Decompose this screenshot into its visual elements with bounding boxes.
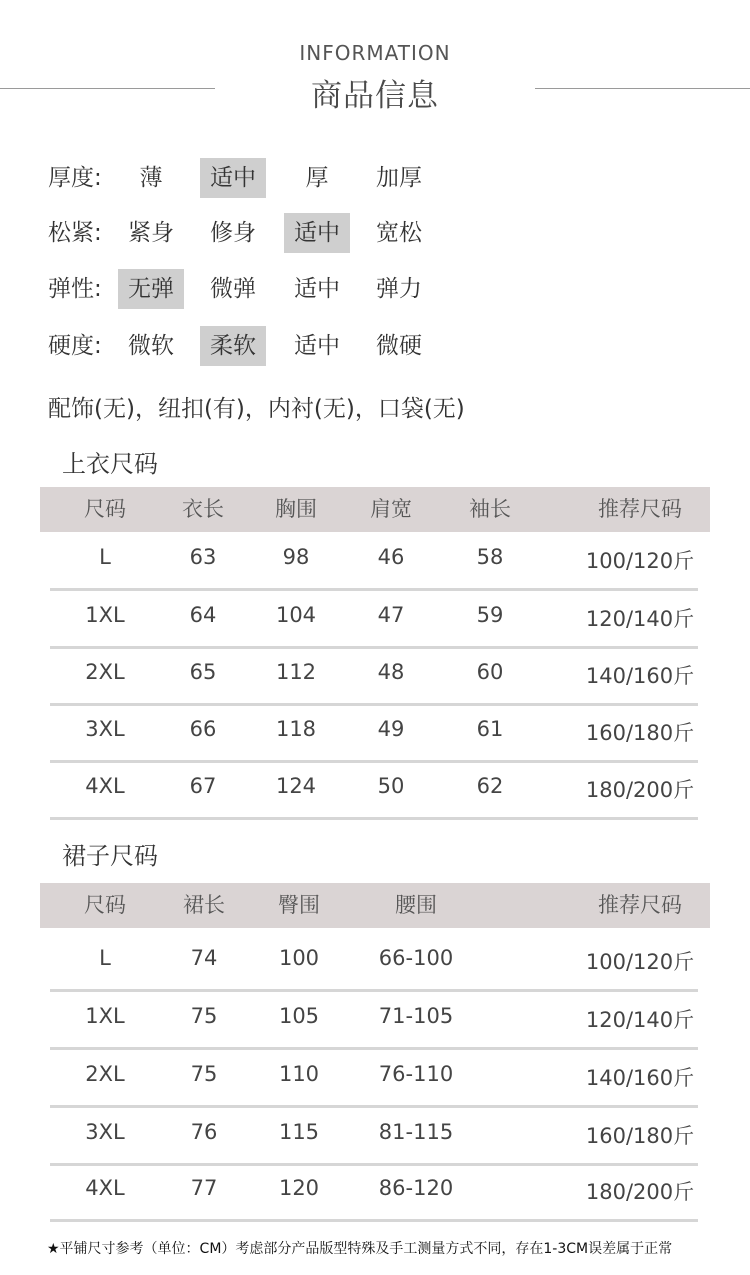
attribute-row (0, 269, 750, 309)
table-header-cell: 尺码 (84, 893, 126, 917)
row-divider (50, 1047, 698, 1050)
table-cell: 49 (377, 717, 405, 741)
row-divider (50, 646, 698, 649)
table-cell: 105 (278, 1004, 320, 1028)
table-cell: 76 (190, 1120, 218, 1144)
attribute-option: 微弹 (210, 276, 256, 302)
attribute-option: 修身 (210, 220, 256, 246)
header-title-cn: 商品信息 (311, 78, 439, 114)
table-cell: 77 (190, 1176, 218, 1200)
table-cell: 140/160斤 (585, 1066, 695, 1090)
table-cell: 2XL (85, 660, 125, 684)
attribute-option: 适中 (294, 276, 340, 302)
attribute-label: 松紧: (48, 220, 102, 246)
table-cell: 46 (377, 545, 405, 569)
attribute-option: 加厚 (376, 165, 422, 191)
table-header (40, 487, 710, 532)
table-header (40, 883, 710, 928)
table-cell: 76-110 (378, 1062, 454, 1086)
table-cell: 1XL (85, 603, 125, 627)
skirt-size-title: 裙子尺码 (62, 842, 158, 870)
table-cell: 86-120 (378, 1176, 454, 1200)
table-cell: 118 (275, 717, 317, 741)
attribute-label: 弹性: (48, 276, 102, 302)
table-cell: 81-115 (378, 1120, 454, 1144)
table-cell: 100/120斤 (585, 950, 695, 974)
table-cell: 58 (476, 545, 504, 569)
table-cell: 104 (275, 603, 317, 627)
attribute-option: 弹力 (376, 276, 422, 302)
table-header-cell: 尺码 (84, 497, 126, 521)
row-divider (50, 1163, 698, 1166)
table-cell: 47 (377, 603, 405, 627)
table-cell: 4XL (85, 774, 125, 798)
table-cell: 65 (189, 660, 217, 684)
attribute-label: 厚度: (48, 165, 102, 191)
table-cell: 62 (476, 774, 504, 798)
attribute-row (0, 326, 750, 366)
attribute-option: 薄 (139, 165, 163, 191)
table-cell: 75 (190, 1004, 218, 1028)
top-size-title: 上衣尺码 (62, 450, 158, 478)
attribute-option: 微软 (128, 333, 174, 359)
table-cell: 71-105 (378, 1004, 454, 1028)
table-cell: 3XL (85, 717, 125, 741)
attribute-option-selected: 适中 (284, 213, 350, 253)
table-cell: 75 (190, 1062, 218, 1086)
table-header-cell: 胸围 (275, 497, 317, 521)
table-header-cell: 推荐尺码 (598, 893, 682, 917)
attribute-label: 硬度: (48, 333, 102, 359)
table-cell: 160/180斤 (585, 721, 695, 745)
table-cell: 124 (275, 774, 317, 798)
table-cell: 180/200斤 (585, 778, 695, 802)
attribute-option-selected: 无弹 (118, 269, 184, 309)
table-cell: 4XL (85, 1176, 125, 1200)
table-header-cell: 推荐尺码 (598, 497, 682, 521)
attribute-option: 紧身 (128, 220, 174, 246)
attribute-option-selected: 适中 (200, 158, 266, 198)
table-cell: 180/200斤 (585, 1180, 695, 1204)
table-header-cell: 臀围 (278, 893, 320, 917)
table-cell: 100 (278, 946, 320, 970)
header-title-en: INFORMATION (299, 41, 451, 65)
table-cell: 98 (282, 545, 310, 569)
attribute-row (0, 213, 750, 253)
attribute-option: 厚 (305, 165, 329, 191)
row-divider (50, 817, 698, 820)
table-cell: 160/180斤 (585, 1124, 695, 1148)
row-divider (50, 1219, 698, 1222)
row-divider (50, 588, 698, 591)
table-cell: 66 (189, 717, 217, 741)
attribute-option: 微硬 (376, 333, 422, 359)
row-divider (50, 760, 698, 763)
table-cell: L (99, 946, 111, 970)
table-cell: 120/140斤 (585, 607, 695, 631)
table-cell: 2XL (85, 1062, 125, 1086)
attribute-option-selected: 柔软 (200, 326, 266, 366)
table-cell: 120/140斤 (585, 1008, 695, 1032)
table-cell: 120 (278, 1176, 320, 1200)
table-cell: 140/160斤 (585, 664, 695, 688)
table-cell: 50 (377, 774, 405, 798)
row-divider (50, 703, 698, 706)
table-cell: 110 (278, 1062, 320, 1086)
table-cell: 112 (275, 660, 317, 684)
table-header-cell: 袖长 (469, 497, 511, 521)
table-cell: 115 (278, 1120, 320, 1144)
attribute-option: 宽松 (376, 220, 422, 246)
table-cell: 61 (476, 717, 504, 741)
attribute-option: 适中 (294, 333, 340, 359)
table-cell: 100/120斤 (585, 549, 695, 573)
attribute-row (0, 158, 750, 198)
table-header-cell: 裙长 (183, 893, 225, 917)
table-cell: 67 (189, 774, 217, 798)
table-header-cell: 腰围 (395, 893, 437, 917)
table-header-cell: 肩宽 (370, 497, 412, 521)
accessories-line: 配饰(无)，纽扣(有)，内衬(无)，口袋(无) (48, 396, 465, 422)
row-divider (50, 1105, 698, 1108)
measurement-footnote: ★平铺尺寸参考（单位：CM）考虑部分产品版型特殊及手工测量方式不同，存在1-3CM误差属于正常 (47, 1241, 673, 1257)
table-cell: 63 (189, 545, 217, 569)
table-cell: 74 (190, 946, 218, 970)
table-cell: 48 (377, 660, 405, 684)
row-divider (50, 989, 698, 992)
table-cell: 1XL (85, 1004, 125, 1028)
table-cell: 66-100 (378, 946, 454, 970)
table-cell: L (99, 545, 111, 569)
table-cell: 59 (476, 603, 504, 627)
table-cell: 60 (476, 660, 504, 684)
table-cell: 64 (189, 603, 217, 627)
table-header-cell: 衣长 (182, 497, 224, 521)
table-cell: 3XL (85, 1120, 125, 1144)
